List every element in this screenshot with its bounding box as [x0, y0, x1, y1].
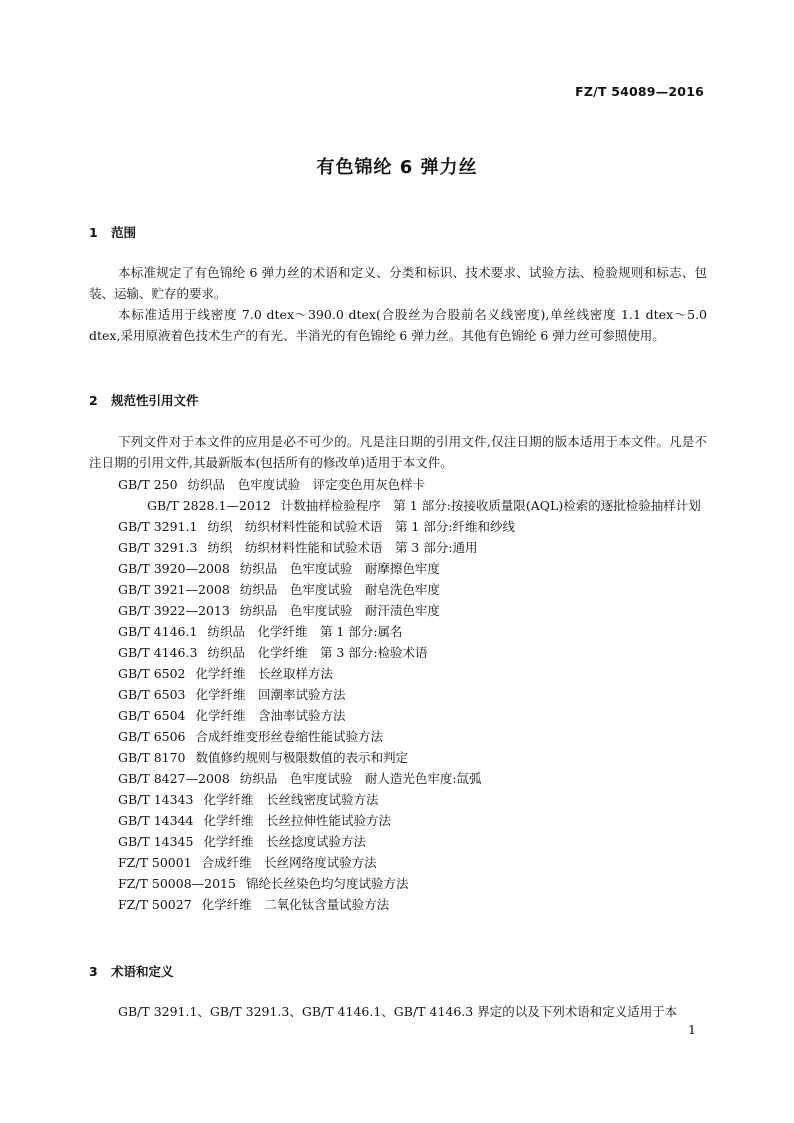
reference-item — [89, 600, 707, 621]
reference-code: GB/T 6504 — [118, 708, 186, 723]
reference-title: 纺织品 色牢度试验 耐人造光色牢度:氙弧 — [239, 771, 482, 786]
reference-code: GB/T 3291.1 — [118, 519, 198, 534]
reference-title: 化学纤维 回潮率试验方法 — [195, 687, 346, 702]
reference-code: FZ/T 50008—2015 — [118, 876, 236, 891]
reference-code: GB/T 8170 — [118, 750, 186, 765]
reference-item — [89, 894, 707, 915]
reference-item — [89, 516, 707, 537]
reference-code: GB/T 3922—2013 — [118, 603, 230, 618]
reference-title: 化学纤维 长丝拉伸性能试验方法 — [203, 813, 391, 828]
reference-item — [89, 747, 707, 768]
section-3-paragraph-1: GB/T 3291.1、GB/T 3291.3、GB/T 4146.1、GB/T 4146.3 界定的以及下列术语和定义适用于本 — [118, 1004, 678, 1019]
section-title: 规范性引用文件 — [111, 393, 199, 408]
reference-item — [89, 684, 707, 705]
section-number: 2 — [89, 393, 98, 408]
reference-item — [89, 726, 707, 747]
reference-code: GB/T 14345 — [118, 834, 194, 849]
reference-title: 计数抽样检验程序 第 1 部分:按接收质量限(AQL)检索的逐批检验抽样计划 — [280, 498, 701, 513]
reference-title: 合成纤维 长丝网络度试验方法 — [201, 855, 377, 870]
document-title: 有色锦纶 6 弹力丝 — [316, 157, 478, 178]
reference-item — [89, 621, 707, 642]
reference-title: 纺织品 色牢度试验 耐汗渍色牢度 — [239, 603, 440, 618]
reference-code: GB/T 4146.3 — [118, 645, 198, 660]
section-number: 3 — [89, 964, 98, 979]
reference-title: 化学纤维 长丝线密度试验方法 — [203, 792, 379, 807]
section-2-heading — [89, 391, 199, 409]
reference-title: 化学纤维 含油率试验方法 — [195, 708, 346, 723]
reference-code: GB/T 3920—2008 — [118, 561, 230, 576]
reference-code: GB/T 14344 — [118, 813, 194, 828]
section-title: 范围 — [111, 225, 137, 240]
reference-code: FZ/T 50001 — [118, 855, 192, 870]
reference-item — [89, 663, 707, 684]
reference-code: GB/T 6503 — [118, 687, 186, 702]
reference-item — [89, 642, 707, 663]
reference-title: 化学纤维 长丝取样方法 — [195, 666, 334, 681]
reference-code: FZ/T 50027 — [118, 897, 192, 912]
reference-code: GB/T 6502 — [118, 666, 186, 681]
section-title: 术语和定义 — [111, 964, 174, 979]
reference-title: 纺织品 色牢度试验 耐摩擦色牢度 — [239, 561, 440, 576]
reference-code: GB/T 6506 — [118, 729, 186, 744]
reference-item — [89, 810, 707, 831]
reference-item — [89, 873, 707, 894]
normative-references-list — [89, 474, 707, 915]
reference-item — [89, 768, 707, 789]
section-3-heading — [89, 962, 174, 980]
reference-code: GB/T 250 — [118, 477, 178, 492]
reference-item — [89, 705, 707, 726]
reference-code: GB/T 8427—2008 — [118, 771, 230, 786]
reference-title: 纺织品 色牢度试验 评定变色用灰色样卡 — [187, 477, 426, 492]
reference-item — [89, 558, 707, 579]
reference-code: GB/T 3291.3 — [118, 540, 198, 555]
reference-item — [89, 831, 707, 852]
reference-item — [89, 579, 707, 600]
reference-title: 纺织品 色牢度试验 耐皂洗色牢度 — [239, 582, 440, 597]
reference-title: 锦纶长丝染色均匀度试验方法 — [245, 876, 409, 891]
reference-code: GB/T 4146.1 — [118, 624, 198, 639]
reference-item — [89, 537, 707, 558]
reference-title: 化学纤维 长丝捻度试验方法 — [203, 834, 366, 849]
section-1-heading — [89, 223, 136, 241]
section-1-paragraph-1: 本标准规定了有色锦纶 6 弹力丝的术语和定义、分类和标识、技术要求、试验方法、检验规则和标志、包装、运输、贮存的要求。 — [89, 265, 707, 301]
reference-code: GB/T 14343 — [118, 792, 194, 807]
reference-title: 数值修约规则与极限数值的表示和判定 — [195, 750, 409, 765]
reference-item — [89, 852, 707, 873]
reference-title: 合成纤维变形丝卷缩性能试验方法 — [195, 729, 384, 744]
reference-title: 化学纤维 二氧化钛含量试验方法 — [201, 897, 390, 912]
reference-title: 纺织品 化学纤维 第 1 部分:属名 — [207, 624, 403, 639]
standard-code: FZ/T 54089—2016 — [575, 84, 704, 99]
reference-item — [89, 495, 707, 516]
reference-item — [89, 474, 707, 495]
reference-title: 纺织 纺织材料性能和试验术语 第 3 部分:通用 — [207, 540, 478, 555]
page-number: 1 — [688, 1022, 696, 1037]
reference-title: 纺织品 化学纤维 第 3 部分:检验术语 — [207, 645, 428, 660]
section-2-paragraph-1: 下列文件对于本文件的应用是必不可少的。凡是注日期的引用文件,仅注日期的版本适用于本文件。凡是不注日期的引用文件,其最新版本(包括所有的修改单)适用于本文件。 — [89, 434, 707, 470]
section-1-paragraph-2: 本标准适用于线密度 7.0 dtex～390.0 dtex(合股丝为合股前名义线密度),单丝线密度 1.1 dtex～5.0 dtex,采用原液着色技术生产的有光、半消光的有色锦纶 6 弹力丝。其他有色锦纶 6 弹力丝可参照使用。 — [89, 307, 707, 343]
reference-code: GB/T 3921—2008 — [118, 582, 230, 597]
reference-item — [89, 789, 707, 810]
reference-title: 纺织 纺织材料性能和试验术语 第 1 部分:纤维和纱线 — [207, 519, 516, 534]
reference-code: GB/T 2828.1—2012 — [147, 498, 271, 513]
section-number: 1 — [89, 225, 98, 240]
